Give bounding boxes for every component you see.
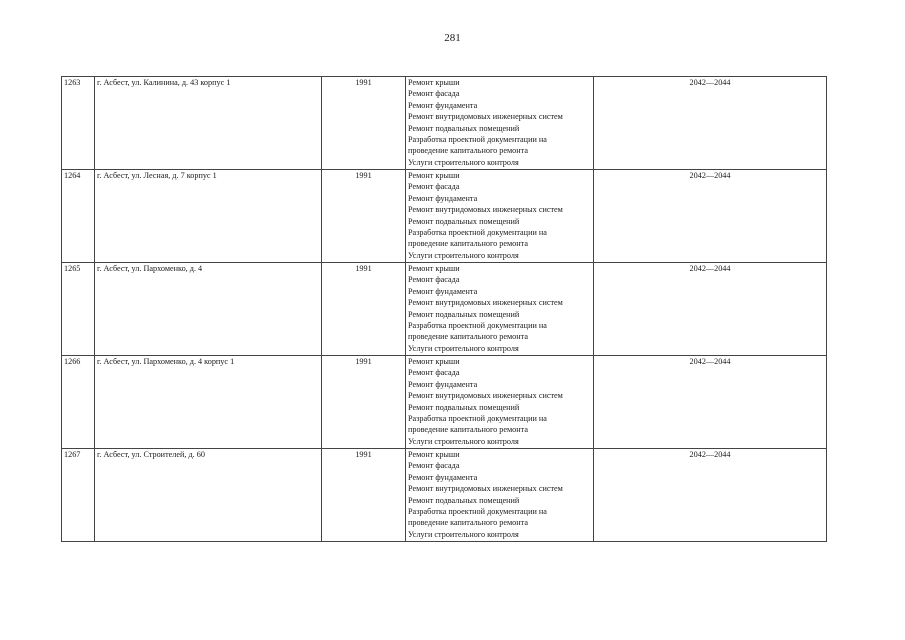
work-item: Ремонт фасада — [408, 275, 460, 285]
work-item: Ремонт фасада — [408, 461, 460, 471]
table-row — [62, 263, 827, 356]
year-cell: 1991 — [322, 77, 406, 170]
work-item: Разработка проектной документации на — [408, 228, 547, 238]
table-row — [62, 449, 827, 542]
work-item: проведение капитального ремонта — [408, 518, 528, 528]
work-item: Разработка проектной документации на — [408, 321, 547, 331]
work-item: Ремонт подвальных помещений — [408, 495, 520, 505]
work-item: Услуги строительного контроля — [408, 250, 519, 260]
work-item: Ремонт фасада — [408, 89, 460, 99]
address-cell: г. Асбест, ул. Строителей, д. 60 — [95, 449, 322, 542]
work-item: Разработка проектной документации на — [408, 507, 547, 517]
period-cell: 2042—2044 — [594, 263, 827, 356]
work-item: Ремонт крыши — [408, 264, 460, 273]
year-cell: 1991 — [322, 263, 406, 356]
address-cell: г. Асбест, ул. Пархоменко, д. 4 корпус 1 — [95, 356, 322, 449]
work-item: проведение капитального ремонта — [408, 239, 528, 249]
work-item: Ремонт внутридомовых инженерных систем — [408, 112, 563, 122]
work-item: Ремонт подвальных помещений — [408, 402, 520, 412]
row-number-cell: 1266 — [62, 356, 95, 449]
work-item: Услуги строительного контроля — [408, 436, 519, 446]
work-item: Ремонт фасада — [408, 182, 460, 192]
table-body — [62, 77, 827, 542]
period-cell: 2042—2044 — [594, 77, 827, 170]
year-cell: 1991 — [322, 170, 406, 263]
table-row — [62, 356, 827, 449]
address-cell: г. Асбест, ул. Пархоменко, д. 4 — [95, 263, 322, 356]
work-item: Ремонт подвальных помещений — [408, 216, 520, 226]
work-item: проведение капитального ремонта — [408, 425, 528, 435]
work-item: Ремонт внутридомовых инженерных систем — [408, 298, 563, 308]
work-item: Услуги строительного контроля — [408, 343, 519, 353]
work-item: Ремонт фундамента — [408, 100, 478, 110]
address-cell: г. Асбест, ул. Калинина, д. 43 корпус 1 — [95, 77, 322, 170]
work-item: проведение капитального ремонта — [408, 146, 528, 156]
work-item: Ремонт фасада — [408, 368, 460, 378]
repair-schedule-table — [61, 76, 827, 542]
period-cell: 2042—2044 — [594, 449, 827, 542]
year-cell: 1991 — [322, 449, 406, 542]
works-cell — [406, 263, 594, 356]
row-number-cell: 1263 — [62, 77, 95, 170]
row-number-cell: 1267 — [62, 449, 95, 542]
year-cell: 1991 — [322, 356, 406, 449]
work-item: проведение капитального ремонта — [408, 332, 528, 342]
period-cell: 2042—2044 — [594, 356, 827, 449]
work-item: Ремонт внутридомовых инженерных систем — [408, 484, 563, 494]
works-cell — [406, 449, 594, 542]
work-item: Услуги строительного контроля — [408, 529, 519, 539]
page-number: 281 — [444, 32, 461, 44]
work-item: Ремонт крыши — [408, 78, 460, 87]
work-item: Услуги строительного контроля — [408, 157, 519, 167]
works-cell — [406, 356, 594, 449]
work-item: Ремонт внутридомовых инженерных систем — [408, 205, 563, 215]
work-item: Ремонт подвальных помещений — [408, 309, 520, 319]
period-cell: 2042—2044 — [594, 170, 827, 263]
work-item: Ремонт крыши — [408, 450, 460, 459]
work-item: Ремонт крыши — [408, 357, 460, 366]
work-item: Ремонт подвальных помещений — [408, 123, 520, 133]
address-cell: г. Асбест, ул. Лесная, д. 7 корпус 1 — [95, 170, 322, 263]
work-item: Ремонт фундамента — [408, 379, 478, 389]
work-item: Ремонт фундамента — [408, 286, 478, 296]
work-item: Разработка проектной документации на — [408, 135, 547, 145]
table-row — [62, 77, 827, 170]
work-item: Ремонт крыши — [408, 171, 460, 180]
row-number-cell: 1265 — [62, 263, 95, 356]
works-cell — [406, 170, 594, 263]
work-item: Разработка проектной документации на — [408, 414, 547, 424]
work-item: Ремонт внутридомовых инженерных систем — [408, 391, 563, 401]
work-item: Ремонт фундамента — [408, 193, 478, 203]
works-cell — [406, 77, 594, 170]
work-item: Ремонт фундамента — [408, 472, 478, 482]
table-row — [62, 170, 827, 263]
row-number-cell: 1264 — [62, 170, 95, 263]
